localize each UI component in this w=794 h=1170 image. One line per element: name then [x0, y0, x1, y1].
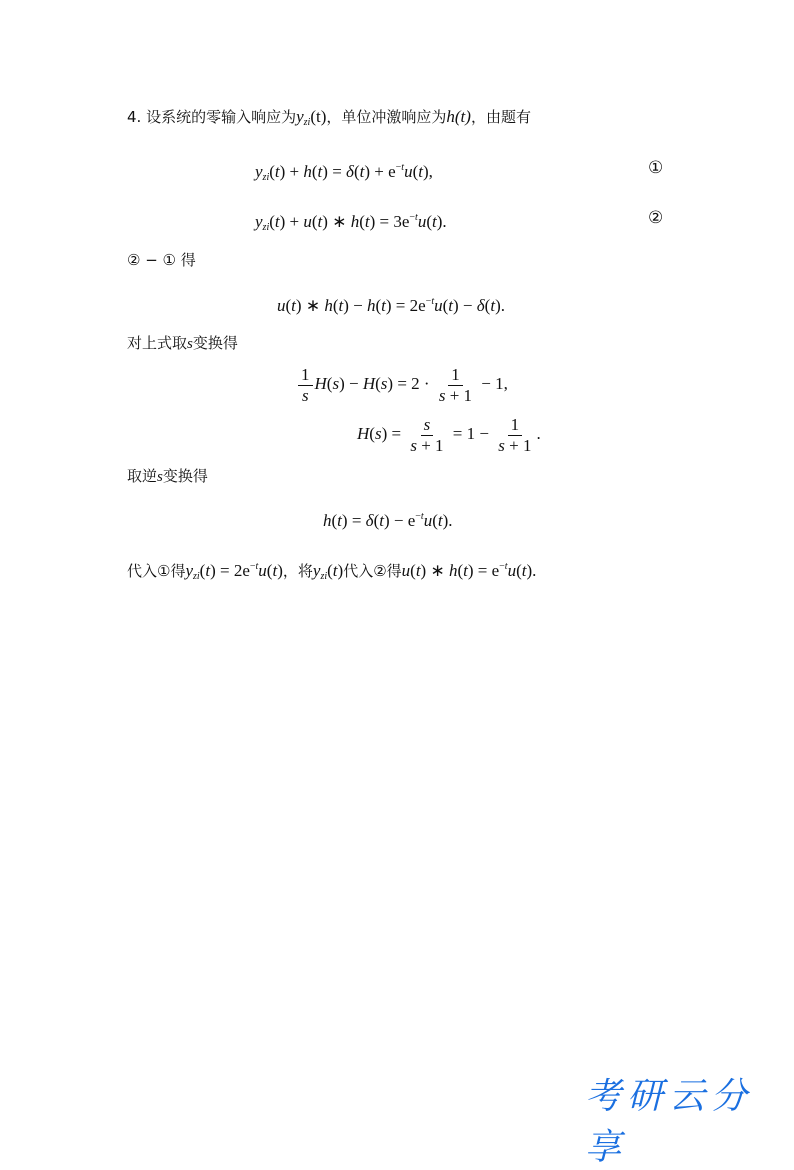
- step2-equation-b: H(s) = $\frac{s}{s + 1}$ = 1 − $\frac{1}{s + 1}$ .: [357, 414, 541, 455]
- conclusion-part3: 代入②得: [343, 562, 402, 580]
- step2-label: [127, 333, 238, 354]
- equation-2: $y_{zi}(t) + u(t)$ ∗ $h(t) = 3e^{-t}u(t)$.: [255, 212, 447, 233]
- arg-t: (t): [310, 107, 327, 126]
- conclusion-part2: ，将: [282, 562, 313, 580]
- var-y: y: [296, 107, 304, 126]
- conclusion: 代入①得$y_{zi}(t) = 2e^{-t}u(t)$，将$y_{zi}(t)$代入②得u(t) ∗ $h(t) = e^{-t}u(t)$.: [127, 561, 537, 582]
- sub-zi: zi: [303, 117, 311, 128]
- step2-label-pre: 对上式取: [127, 334, 188, 352]
- step2-label-post: 变换得: [192, 334, 238, 352]
- problem-number: 4.: [127, 108, 142, 126]
- step3-label-pre: 取逆: [127, 467, 158, 485]
- var-s: s: [187, 336, 193, 352]
- equation-tag-1: ①: [648, 158, 664, 178]
- step3-equation: $h(t) = \delta(t) - e^{-t}u(t)$.: [323, 511, 453, 530]
- step1-label: ② − ① 得: [127, 251, 196, 269]
- step3-label: [127, 466, 208, 487]
- intro-mid: ，单位冲激响应为: [326, 108, 447, 126]
- watermark: 考研云分享: [585, 1076, 754, 1168]
- step2-equation-a: $\frac{1}{s}$ H(s) − H(s) = 2 · $\frac{1}{s + 1}$ − 1,: [296, 363, 508, 406]
- problem-intro: [127, 107, 531, 133]
- intro-text: 设系统的零输入响应为: [146, 108, 297, 126]
- var-s: s: [157, 469, 163, 485]
- conclusion-part1: 代入①得: [127, 562, 186, 580]
- intro-end: ，由题有: [470, 108, 531, 126]
- equation-tag-2: ②: [648, 208, 664, 228]
- equation-1: $y_{zi}(t) + h(t) = \delta(t) + e^{-t}u(t)$,: [255, 162, 433, 183]
- h-of-t: h(t): [446, 107, 471, 126]
- step3-label-post: 变换得: [162, 467, 208, 485]
- step1-equation: u(t) ∗ $h(t) - h(t) = 2e^{-t}u(t) - \delta(t)$.: [277, 296, 505, 315]
